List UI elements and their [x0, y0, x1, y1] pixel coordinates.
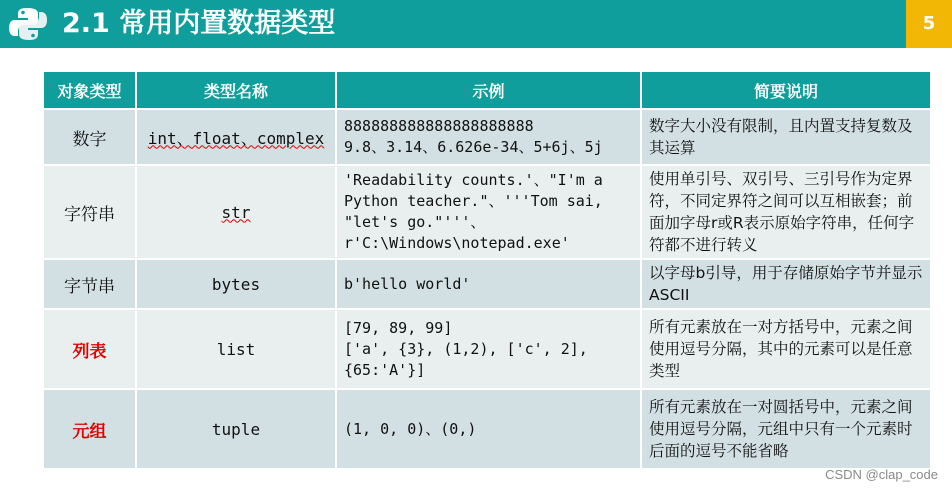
example-line: {65:'A'}]: [344, 360, 426, 379]
cell-type-name: [136, 165, 336, 259]
data-types-table: [42, 70, 932, 470]
example-line: r'C:\Windows\notepad.exe': [344, 234, 570, 252]
example-line: ['a', {3}, (1,2), ['c', 2],: [344, 339, 588, 358]
example-line: [79, 89, 99]: [344, 318, 453, 337]
type-name-text: tuple: [211, 419, 261, 439]
table-row-number: [43, 109, 931, 165]
column-header-type-name: 类型名称: [136, 71, 336, 109]
cell-description: 以字母b引导，用于存储原始字节并显示ASCII: [641, 259, 931, 309]
cell-description: 数字大小没有限制，且内置支持复数及其运算: [641, 109, 931, 165]
example-line: "let's go."'''、: [344, 213, 486, 231]
type-name-text: list: [216, 339, 256, 359]
table-row-list: [43, 309, 931, 389]
column-header-object-type: 对象类型: [43, 71, 136, 109]
cell-type-name: [136, 259, 336, 309]
type-name-text: bytes: [211, 274, 261, 294]
example-line: 'Readability counts.'、"I'm a: [344, 171, 603, 189]
cell-type: 字节串: [43, 259, 136, 309]
cell-description: 使用单引号、双引号、三引号作为定界符，不同定界符之间可以互相嵌套；前面加字母r或R表示原始字符串，任何字符都不进行转义: [641, 165, 931, 259]
column-header-example: 示例: [336, 71, 641, 109]
cell-example: [336, 165, 641, 259]
cell-type-name: [136, 389, 336, 469]
cell-type: 元组: [43, 389, 136, 469]
cell-example: [336, 389, 641, 469]
column-header-description: 简要说明: [641, 71, 931, 109]
example-line: (1, 0, 0)、(0,): [344, 419, 477, 438]
csdn-watermark: CSDN @clap_code: [825, 467, 938, 482]
cell-example: [336, 309, 641, 389]
type-name-text: str: [221, 202, 251, 222]
example-line: b'hello world': [344, 274, 471, 293]
page-number-badge: 5: [906, 0, 952, 48]
table-header-row: [43, 71, 931, 109]
cell-example: [336, 109, 641, 165]
cell-description: 所有元素放在一对圆括号中，元素之间使用逗号分隔，元组中只有一个元素时后面的逗号不能省略: [641, 389, 931, 469]
table-row-tuple: [43, 389, 931, 469]
example-line: Python teacher."、'''Tom sai,: [344, 192, 603, 210]
example-line: 888888888888888888888: [344, 117, 534, 135]
cell-description: 所有元素放在一对方括号中，元素之间使用逗号分隔，其中的元素可以是任意类型: [641, 309, 931, 389]
example-line: 9.8、3.14、6.626e-34、5+6j、5j: [344, 138, 603, 156]
table-row-bytes: [43, 259, 931, 309]
cell-example: [336, 259, 641, 309]
cell-type-name: [136, 309, 336, 389]
cell-type: 数字: [43, 109, 136, 165]
slide-header: [0, 0, 952, 48]
slide-title: 2.1 常用内置数据类型: [62, 8, 336, 39]
type-name-text: int、float、complex: [147, 128, 325, 148]
cell-type: 列表: [43, 309, 136, 389]
cell-type: 字符串: [43, 165, 136, 259]
table-row-string: [43, 165, 931, 259]
cell-type-name: [136, 109, 336, 165]
python-logo-icon: [8, 6, 48, 42]
